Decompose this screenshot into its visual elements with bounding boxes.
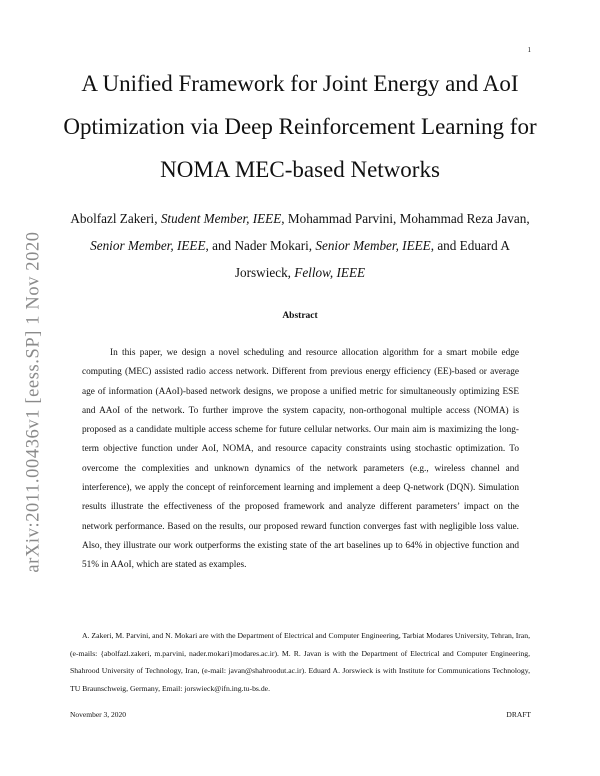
author-name: Nader Mokari [234,238,309,253]
author-affiliation-footnote: A. Zakeri, M. Parvini, and N. Mokari are with the Department of Electrical and Computer Engineering, Tarbiat Modares University, Tehran, Iran, (e-mails: {abolfazl.zakeri, m.parvini, nader.mokari}modares.ac.ir). M. R. Javan is with the Department of Electrical and Computer Engineering, Shahrood University of Technology, Iran, (e-mail: javan@shahroodut.ac.ir). Eduard A. Jorswieck is with Institute for Communications Technology, TU Braunschweig, Germany, Email: jorswieck@ifn.ing.tu-bs.de. [70,631,530,693]
author-separator: , [526,211,530,226]
author-membership: Senior Member, IEEE [90,238,206,253]
footer-draft-label: DRAFT [506,710,531,719]
footer-date: November 3, 2020 [70,710,127,719]
author-separator: , and [205,238,235,253]
page-number: 1 [527,46,531,54]
abstract-body: In this paper, we design a novel scheduling and resource allocation algorithm for a smart mobile edge computing (MEC) assisted radio access network. Different from previous energy efficiency (EE)-based or average age of information (AAoI)-based network designs, we propose a unified metric for simultaneously optimizing ESE and AAoI of the network. To further improve the system capacity, non-orthogonal multiple access (NOMA) is proposed as a candidate multiple access scheme for future cellular networks. Our main aim is maximizing the long-term objective function under AoI, NOMA, and resource capacity constraints using stochastic optimization. To overcome the complexities and unknown dynamics of the network parameters (e.g., wireless channel and interference), we apply the concept of reinforcement learning and implement a deep Q-network (DQN). Simulation results illustrate the effectiveness of the proposed framework and analyze different parameters’ impact on the network performance. Based on the results, our proposed reward function converges fast with negligible loss value. Also, they illustrate our work outperforms the existing state of the art baselines up to 64% in objective function and 51% in AAoI, which are stated as examples. [82,348,519,571]
author-separator: , [281,211,288,226]
author-name: Mohammad Reza Javan [399,211,527,226]
author-name: Mohammad Parvini [287,211,394,226]
author-membership: Student Member, IEEE [160,211,282,226]
author-separator: , [154,211,161,226]
author-membership: Senior Member, IEEE [315,238,431,253]
arxiv-identifier: arXiv:2011.00436v1 [eess.SP] 1 Nov 2020 [23,231,44,573]
author-separator: , and [430,238,460,253]
author-separator: , [393,211,400,226]
author-separator: , [308,238,316,253]
paper-title: A Unified Framework for Joint Energy and AoI Optimization via Deep Reinforcement Learning for NOMA MEC-based Networks [63,71,537,182]
author-separator: , [287,265,295,280]
author-membership: Fellow, IEEE [294,265,366,280]
author-name: Eduard A Jorswieck [234,238,510,280]
author-name: Abolfazl Zakeri [70,211,155,226]
abstract-heading: Abstract [282,311,318,321]
author-list [64,205,536,286]
